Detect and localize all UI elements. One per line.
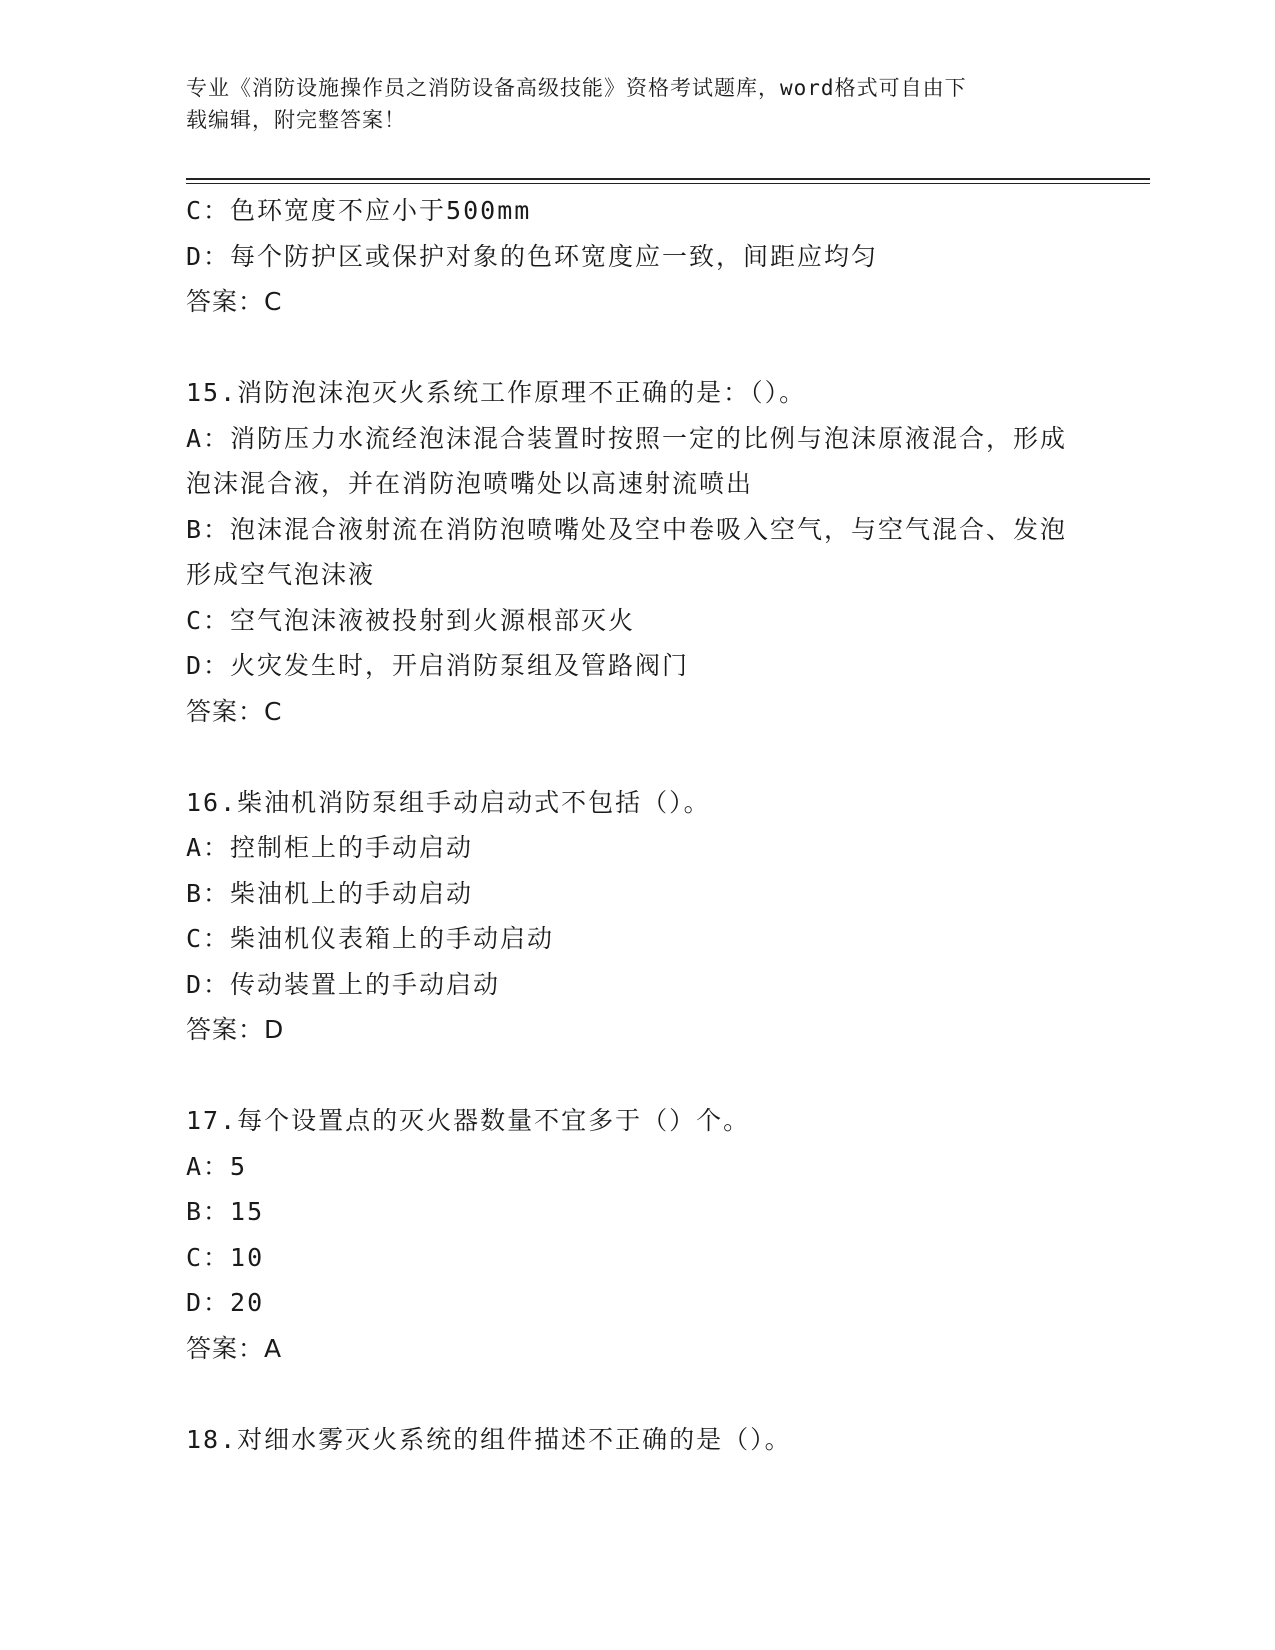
option-d: D：火灾发生时，开启消防泵组及管路阀门 [186, 651, 690, 680]
option-c: C：10 [186, 1242, 265, 1272]
option-d: D：传动装置上的手动启动 [186, 969, 501, 999]
option-c: C：空气泡沫液被投射到火源根部灭火 [186, 605, 636, 635]
document-body [186, 188, 1086, 1462]
option-a: A：消防压力水流经泡沫混合装置时按照一定的比例与泡沫原液混合，形成泡沫混合液，并在消防泡喷嘴处以高速射流喷出 [186, 423, 1068, 498]
option-a: A：控制柜上的手动启动 [186, 833, 474, 862]
option-b: B：柴油机上的手动启动 [186, 878, 474, 908]
answer-line: 答案：C [186, 696, 283, 726]
option-a: A：5 [186, 1151, 248, 1181]
option-b: B：15 [186, 1197, 265, 1226]
question-stem-15: 15.消防泡沫泡灭火系统工作原理不正确的是：（）。 [186, 378, 807, 407]
answer-line: 答案：D [186, 1015, 285, 1044]
option-c: C：色环宽度不应小于500mm [186, 196, 532, 225]
document-header [186, 72, 1066, 136]
answer-line: 答案：C [186, 287, 283, 316]
question-stem-17: 17.每个设置点的灭火器数量不宜多于（）个。 [186, 1106, 751, 1135]
question-stem-18: 18.对细水雾灭火系统的组件描述不正确的是（）。 [186, 1424, 792, 1454]
header-line-2: 载编辑，附完整答案！ [186, 108, 406, 132]
header-rule-thick [186, 178, 1150, 180]
question-stem-16: 16.柴油机消防泵组手动启动式不包括（）。 [186, 787, 711, 817]
option-b: B：泡沫混合液射流在消防泡喷嘴处及空中卷吸入空气，与空气混合、发泡形成空气泡沫液 [186, 514, 1068, 589]
answer-line: 答案：A [186, 1333, 283, 1363]
header-rule-thin [186, 183, 1150, 184]
option-d: D：每个防护区或保护对象的色环宽度应一致，间距应均匀 [186, 241, 879, 271]
header-line-1: 专业《消防设施操作员之消防设备高级技能》资格考试题库，word格式可自由下 [186, 76, 967, 100]
option-d: D：20 [186, 1288, 265, 1317]
option-c: C：柴油机仪表箱上的手动启动 [186, 924, 555, 953]
